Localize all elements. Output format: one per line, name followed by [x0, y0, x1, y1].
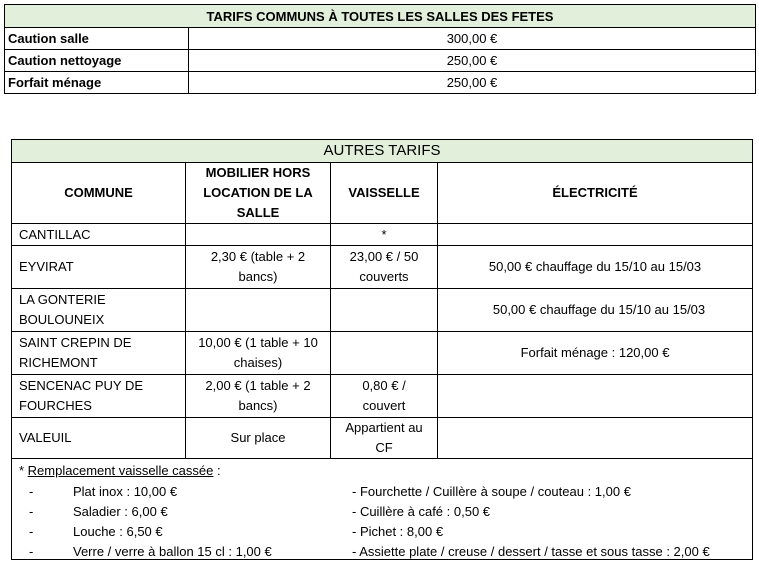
cell-line: 0,80 € /: [362, 378, 406, 393]
vaisselle-cell: *: [331, 224, 438, 246]
mobilier-cell: [186, 246, 331, 289]
mobilier-cell: [186, 332, 331, 375]
commune-name: CANTILLAC: [12, 224, 186, 246]
list-item: Saladier : 6,00 €: [73, 504, 168, 519]
other-tariffs-title: AUTRES TARIFS: [12, 140, 753, 163]
list-item: - Assiette plate / creuse / dessert / tasse et sous tasse : 2,00 €: [352, 544, 710, 559]
table-row: [5, 28, 756, 50]
electricite-cell: Forfait ménage : 120,00 €: [438, 332, 753, 375]
vaisselle-cell: [331, 332, 438, 375]
common-tariffs-title: TARIFS COMMUNS À TOUTES LES SALLES DES FETES: [5, 5, 756, 28]
mobilier-cell: Sur place: [186, 418, 331, 459]
note-colon: :: [213, 463, 221, 478]
list-item: Verre / verre à ballon 15 cl : 1,00 €: [73, 544, 272, 559]
commune-name: [12, 289, 186, 332]
cell-line: 2,30 € (table + 2: [210, 249, 306, 264]
electricite-cell: 50,00 € chauffage du 15/10 au 15/03: [438, 289, 753, 332]
table-row: [5, 72, 756, 94]
other-tariffs-table: [11, 139, 753, 560]
vaisselle-cell: [331, 246, 438, 289]
table-row: [12, 375, 753, 418]
list-item: Plat inox : 10,00 €: [73, 484, 178, 499]
header-mobilier-line: LOCATION DE LA: [203, 185, 313, 200]
table-row: [12, 332, 753, 375]
header-commune: COMMUNE: [12, 163, 186, 224]
common-tariffs-table: [4, 4, 756, 94]
vaisselle-cell: [331, 289, 438, 332]
cell-line: SAINT CREPIN DE: [19, 335, 132, 350]
commune-name: [12, 375, 186, 418]
header-mobilier-line: MOBILIER HORS: [205, 165, 311, 180]
header-mobilier-line: SALLE: [236, 205, 280, 220]
breakage-note: [12, 459, 753, 560]
list-dash: -: [29, 484, 34, 499]
cell-line: CF: [375, 440, 393, 455]
header-vaisselle: VAISSELLE: [331, 163, 438, 224]
list-item: Louche : 6,50 €: [73, 524, 163, 539]
cell-line: chaises): [233, 355, 283, 370]
cell-line: LA GONTERIE: [19, 292, 106, 307]
list-dash: -: [29, 504, 34, 519]
commune-name: EYVIRAT: [12, 246, 186, 289]
cell-line: bancs): [238, 269, 278, 284]
table-row: [12, 418, 753, 459]
table-row: [12, 224, 753, 246]
electricite-cell: 50,00 € chauffage du 15/10 au 15/03: [438, 246, 753, 289]
cell-line: bancs): [238, 398, 278, 413]
note-title-text: Remplacement vaisselle cassée: [27, 463, 214, 478]
mobilier-cell: [186, 289, 331, 332]
cell-line: 10,00 € (1 table + 10: [198, 335, 318, 350]
list-dash: -: [29, 544, 34, 559]
cell-line: RICHEMONT: [19, 355, 98, 370]
row-value: 250,00 €: [189, 72, 756, 94]
vaisselle-cell: [331, 418, 438, 459]
mobilier-cell: [186, 375, 331, 418]
mobilier-cell: [186, 224, 331, 246]
electricite-cell: [438, 375, 753, 418]
list-item: - Cuillère à café : 0,50 €: [352, 504, 491, 519]
table-row: [12, 246, 753, 289]
electricite-cell: [438, 418, 753, 459]
cell-line: 2,00 € (1 table + 2: [205, 378, 311, 393]
note-star: *: [19, 463, 28, 478]
header-mobilier: [186, 163, 331, 224]
header-electricite: ÉLECTRICITÉ: [438, 163, 753, 224]
row-label: Forfait ménage: [5, 72, 189, 94]
row-value: 250,00 €: [189, 50, 756, 72]
row-label: Caution nettoyage: [5, 50, 189, 72]
cell-line: BOULOUNEIX: [19, 312, 105, 327]
list-dash: -: [29, 524, 34, 539]
note-title: [19, 461, 221, 481]
cell-line: couverts: [359, 269, 409, 284]
electricite-cell: [438, 224, 753, 246]
table-row: [5, 50, 756, 72]
cell-line: FOURCHES: [19, 398, 92, 413]
header-row: [12, 163, 753, 224]
cell-line: 23,00 € / 50: [349, 249, 419, 264]
row-value: 300,00 €: [189, 28, 756, 50]
row-label: Caution salle: [5, 28, 189, 50]
list-item: - Pichet : 8,00 €: [352, 524, 444, 539]
cell-line: SENCENAC PUY DE: [19, 378, 144, 393]
vaisselle-cell: [331, 375, 438, 418]
commune-name: [12, 332, 186, 375]
commune-name: VALEUIL: [12, 418, 186, 459]
note-row: [12, 459, 753, 560]
table-row: [12, 289, 753, 332]
cell-line: Appartient au: [345, 420, 423, 435]
cell-line: couvert: [362, 398, 406, 413]
list-item: - Fourchette / Cuillère à soupe / couteau : 1,00 €: [352, 484, 631, 499]
